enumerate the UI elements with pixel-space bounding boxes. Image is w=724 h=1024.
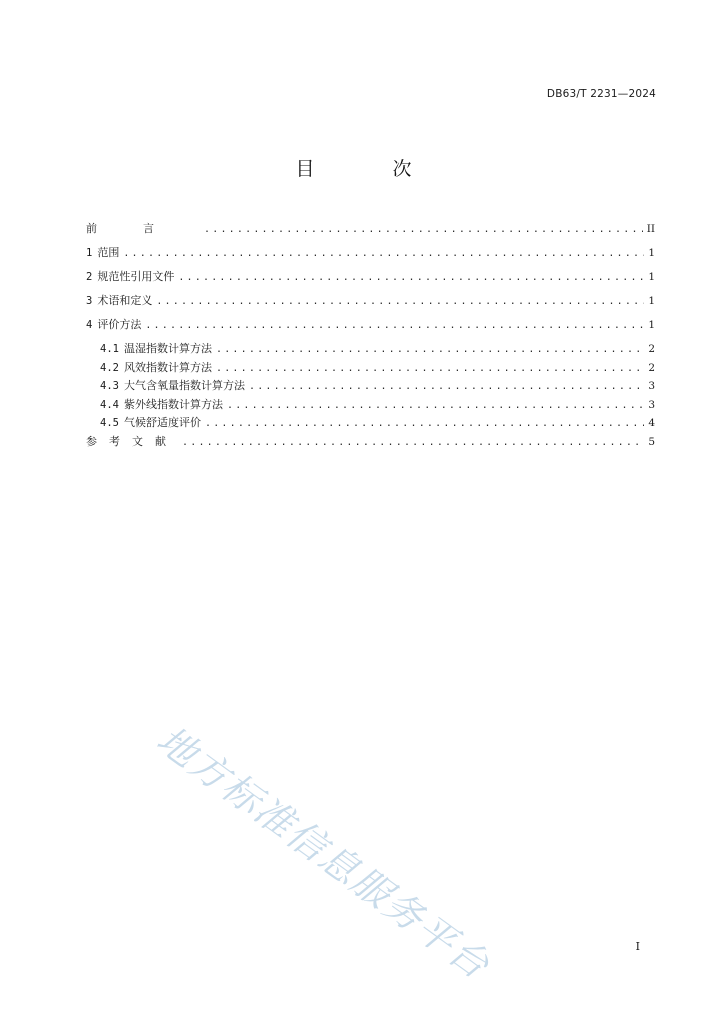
toc-entry-number: 4 [86, 319, 93, 331]
toc-entry-terms-definitions[interactable] [86, 292, 655, 316]
toc-entry-number: 4.4 [100, 398, 119, 411]
toc-entry-page: 5 [648, 435, 655, 448]
toc-entry-label: 评价方法 [97, 318, 142, 331]
toc-entry-page: 3 [648, 398, 655, 411]
table-of-contents [86, 220, 655, 457]
toc-entry-page: 1 [648, 271, 655, 283]
toc-entry-number: 4.1 [100, 343, 119, 355]
toc-leader-dots [182, 437, 644, 448]
toc-entry-label: 参考文献 [86, 434, 178, 448]
toc-entry-oxygen-content-index[interactable] [86, 377, 655, 396]
toc-entry-scope[interactable] [86, 244, 655, 268]
toc-entry-normative-references[interactable] [86, 268, 655, 292]
toc-entry-page: 1 [648, 295, 655, 307]
toc-entry-page: II [646, 223, 655, 235]
toc-entry-label: 风效指数计算方法 [123, 360, 212, 374]
toc-leader-dots [205, 418, 644, 429]
toc-entry-number: 1 [86, 247, 93, 259]
page-number: I [635, 940, 640, 953]
toc-entry-foreword[interactable] [86, 220, 655, 244]
toc-entry-label: 范围 [97, 246, 120, 259]
toc-entry-number: 3 [86, 295, 93, 307]
toc-entry-wind-effect-index[interactable] [86, 359, 655, 378]
document-code: DB63/T 2231—2024 [546, 88, 656, 100]
toc-entry-label: 规范性引用文件 [97, 270, 175, 283]
toc-entry-label: 前言 [86, 222, 200, 235]
toc-entry-page: 1 [648, 319, 655, 331]
toc-leader-dots [216, 363, 644, 374]
toc-entry-number: 4.5 [100, 417, 119, 429]
toc-entry-page: 2 [648, 361, 655, 374]
toc-leader-dots [178, 272, 644, 283]
watermark: 地方标准信息服务平台 [148, 717, 499, 989]
toc-entry-label: 温湿指数计算方法 [123, 342, 212, 355]
toc-leader-dots [123, 248, 644, 259]
toc-entry-evaluation-methods[interactable] [86, 316, 655, 340]
toc-entry-page: 2 [648, 343, 655, 355]
toc-entry-number: 4.2 [100, 361, 119, 374]
toc-entry-page: 1 [648, 247, 655, 259]
toc-entry-label: 气候舒适度评价 [123, 416, 201, 429]
toc-entry-temperature-humidity-index[interactable] [86, 340, 655, 359]
toc-leader-dots [216, 344, 644, 355]
toc-entry-page: 4 [648, 417, 655, 429]
toc-entry-label: 紫外线指数计算方法 [123, 397, 223, 411]
toc-entry-number: 2 [86, 271, 93, 283]
toc-leader-dots [204, 224, 643, 235]
toc-entry-label: 术语和定义 [97, 294, 153, 307]
toc-entry-ultraviolet-index[interactable] [86, 396, 655, 415]
toc-entry-number: 4.3 [100, 380, 119, 392]
toc-leader-dots [145, 320, 644, 331]
toc-leader-dots [156, 296, 644, 307]
toc-entry-page: 3 [648, 380, 655, 392]
toc-leader-dots [227, 400, 644, 411]
toc-title: 目 次 [295, 158, 448, 180]
toc-entry-label: 大气含氧量指数计算方法 [123, 379, 245, 392]
toc-leader-dots [249, 381, 644, 392]
toc-entry-bibliography[interactable] [86, 433, 655, 457]
toc-entry-climate-comfort-evaluation[interactable] [86, 414, 655, 433]
